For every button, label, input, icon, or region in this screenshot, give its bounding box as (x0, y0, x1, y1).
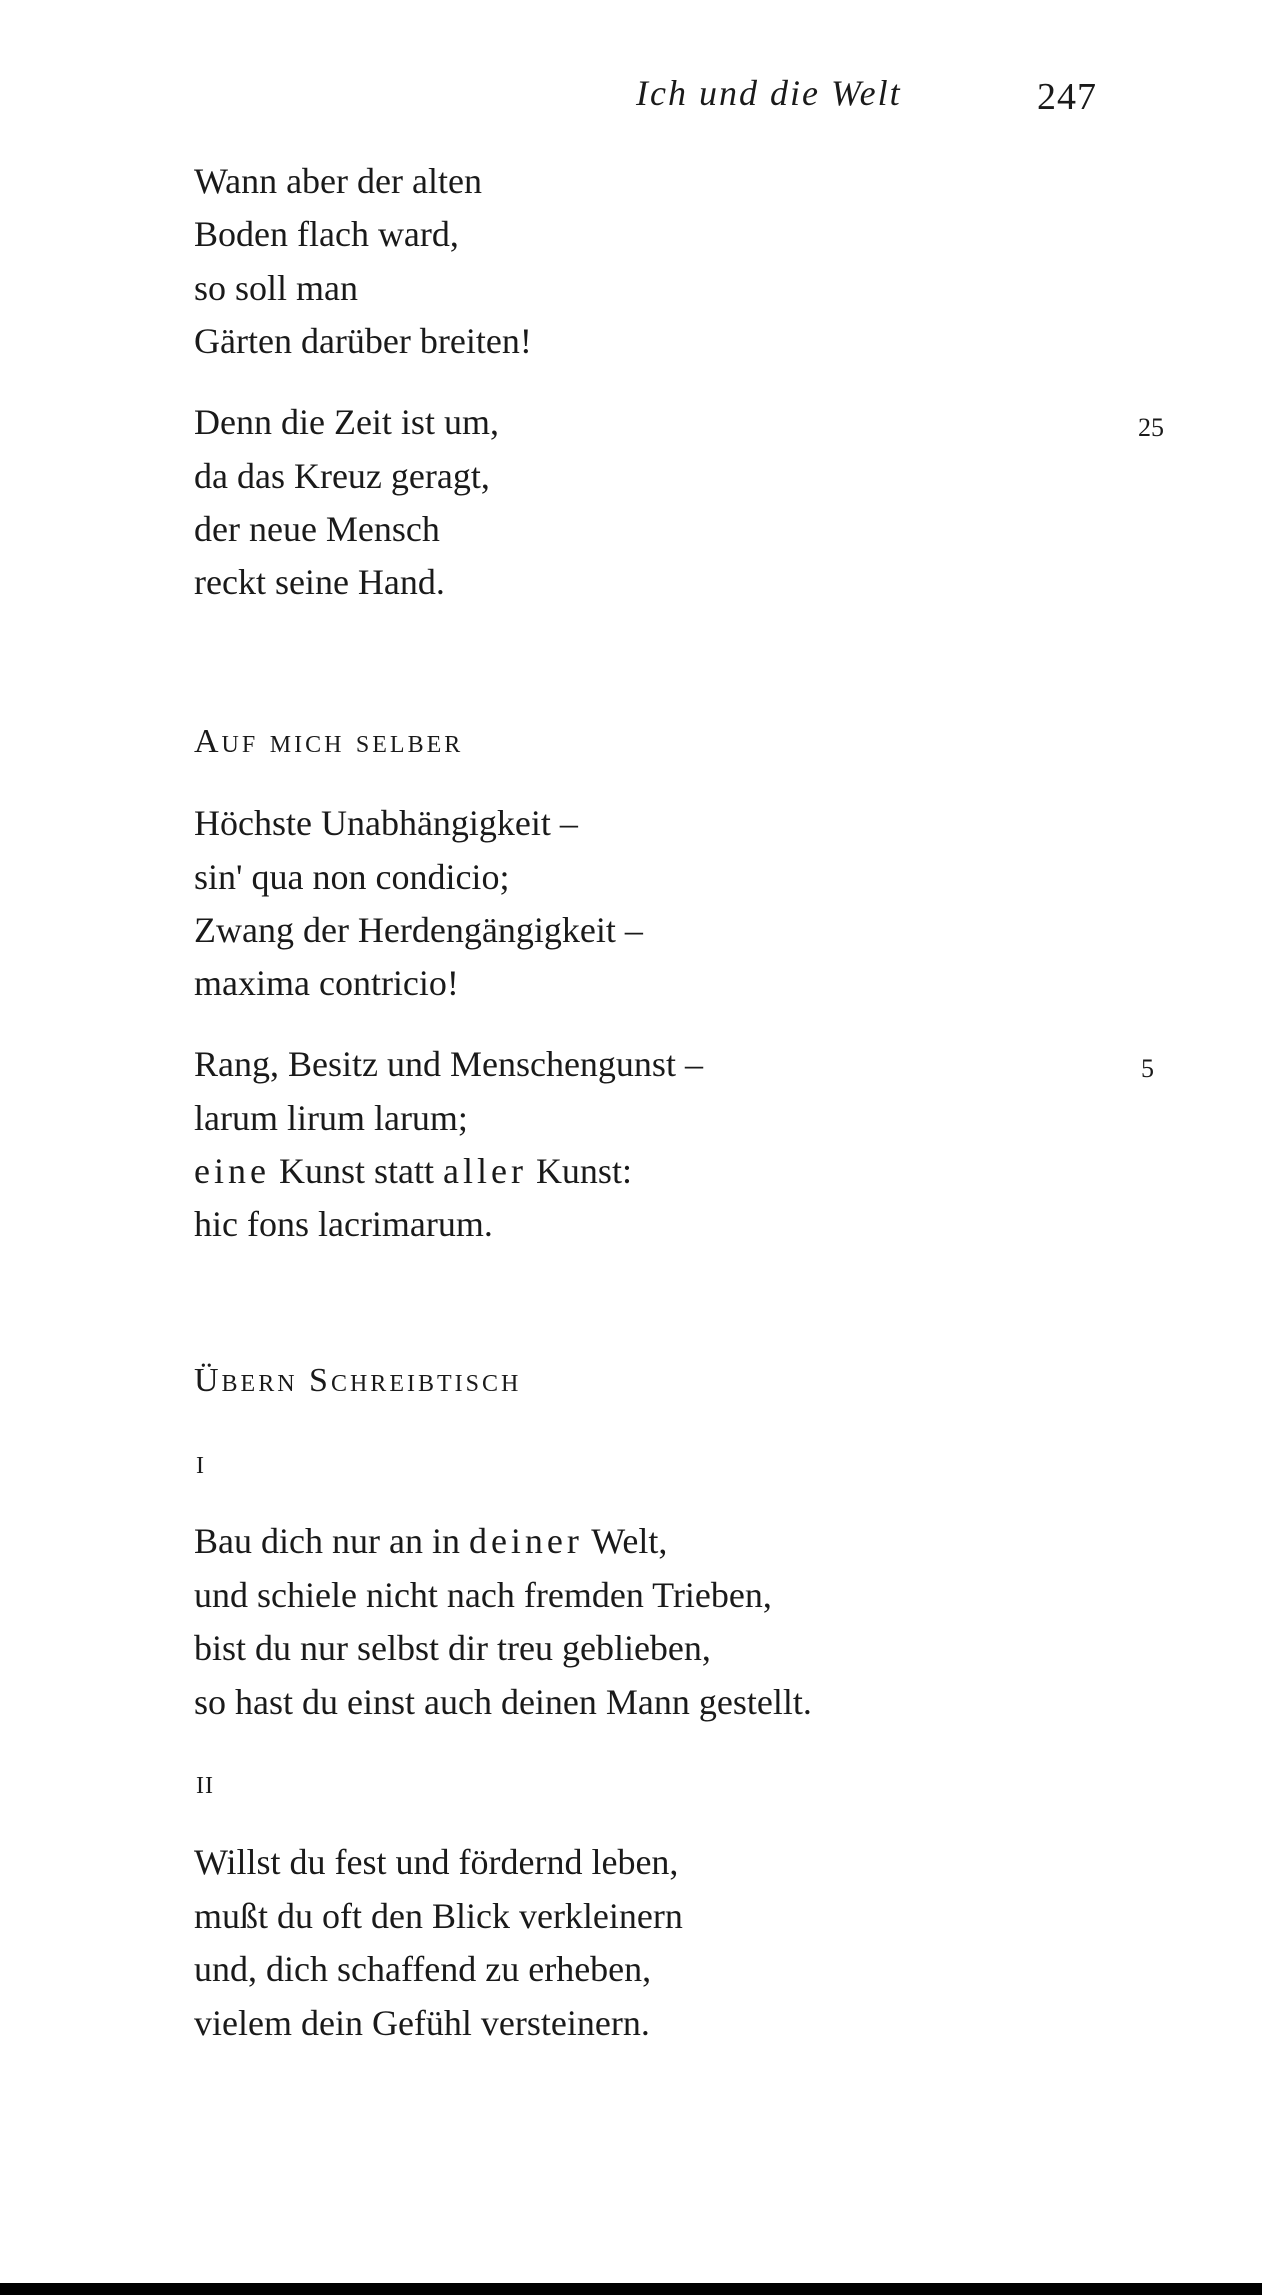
poem-line: der neue Mensch (194, 509, 440, 549)
poem-line: Zwang der Herdengängigkeit – (194, 910, 643, 950)
poem-line: Boden flach ward, (194, 214, 459, 254)
line-text: Kunst statt (269, 1151, 443, 1191)
line-text: Bau dich nur an in (194, 1521, 469, 1561)
poem-line: da das Kreuz geragt, (194, 456, 490, 496)
poem-line: mußt du oft den Blick verkleinern (194, 1896, 683, 1936)
line-text: Welt, (582, 1521, 668, 1561)
page-number: 247 (1037, 76, 1097, 118)
poem-line: Höchste Unabhängigkeit – (194, 803, 578, 843)
poem-line: sin' qua non condicio; (194, 857, 510, 897)
poem-title: Übern Schreibtisch (194, 1362, 522, 1399)
poem-line: bist du nur selbst dir treu geblieben, (194, 1628, 711, 1668)
running-title: Ich und die Welt (636, 73, 902, 113)
poem-line: Rang, Besitz und Menschengunst – (194, 1044, 703, 1084)
poem-line: larum lirum larum; (194, 1098, 468, 1138)
line-number: 5 (1141, 1054, 1154, 1083)
poem-line: so soll man (194, 268, 359, 308)
poem-line: Gärten darüber breiten! (194, 321, 532, 361)
emphasis-text: deiner (468, 1521, 583, 1561)
poem-line: Wann aber der alten (194, 161, 482, 201)
poem-line: und schiele nicht nach fremden Trieben, (194, 1575, 772, 1615)
poem-title: Auf mich selber (194, 723, 464, 760)
page-bottom-edge (0, 2283, 1262, 2295)
line-text: Kunst: (526, 1151, 632, 1191)
emphasis-text: eine (194, 1151, 270, 1191)
poem-line: vielem dein Gefühl versteinern. (194, 2003, 650, 2043)
section-numeral: I (196, 1453, 205, 1479)
poem-line: und, dich schaffend zu erheben, (194, 1949, 652, 1989)
section-numeral: II (196, 1773, 214, 1799)
poem-line: so hast du einst auch deinen Mann gestellt. (194, 1682, 812, 1722)
poem-line (194, 1144, 632, 1198)
emphasis-text: aller (442, 1151, 527, 1191)
poem-line: reckt seine Hand. (194, 562, 445, 602)
poem-line (194, 1514, 667, 1568)
poem-line: maxima contricio! (194, 963, 459, 1003)
poem-line: Denn die Zeit ist um, (194, 402, 499, 442)
line-number: 25 (1138, 413, 1164, 442)
poem-line: Willst du fest und fördernd leben, (194, 1842, 679, 1882)
poem-line: hic fons lacrimarum. (194, 1204, 493, 1244)
